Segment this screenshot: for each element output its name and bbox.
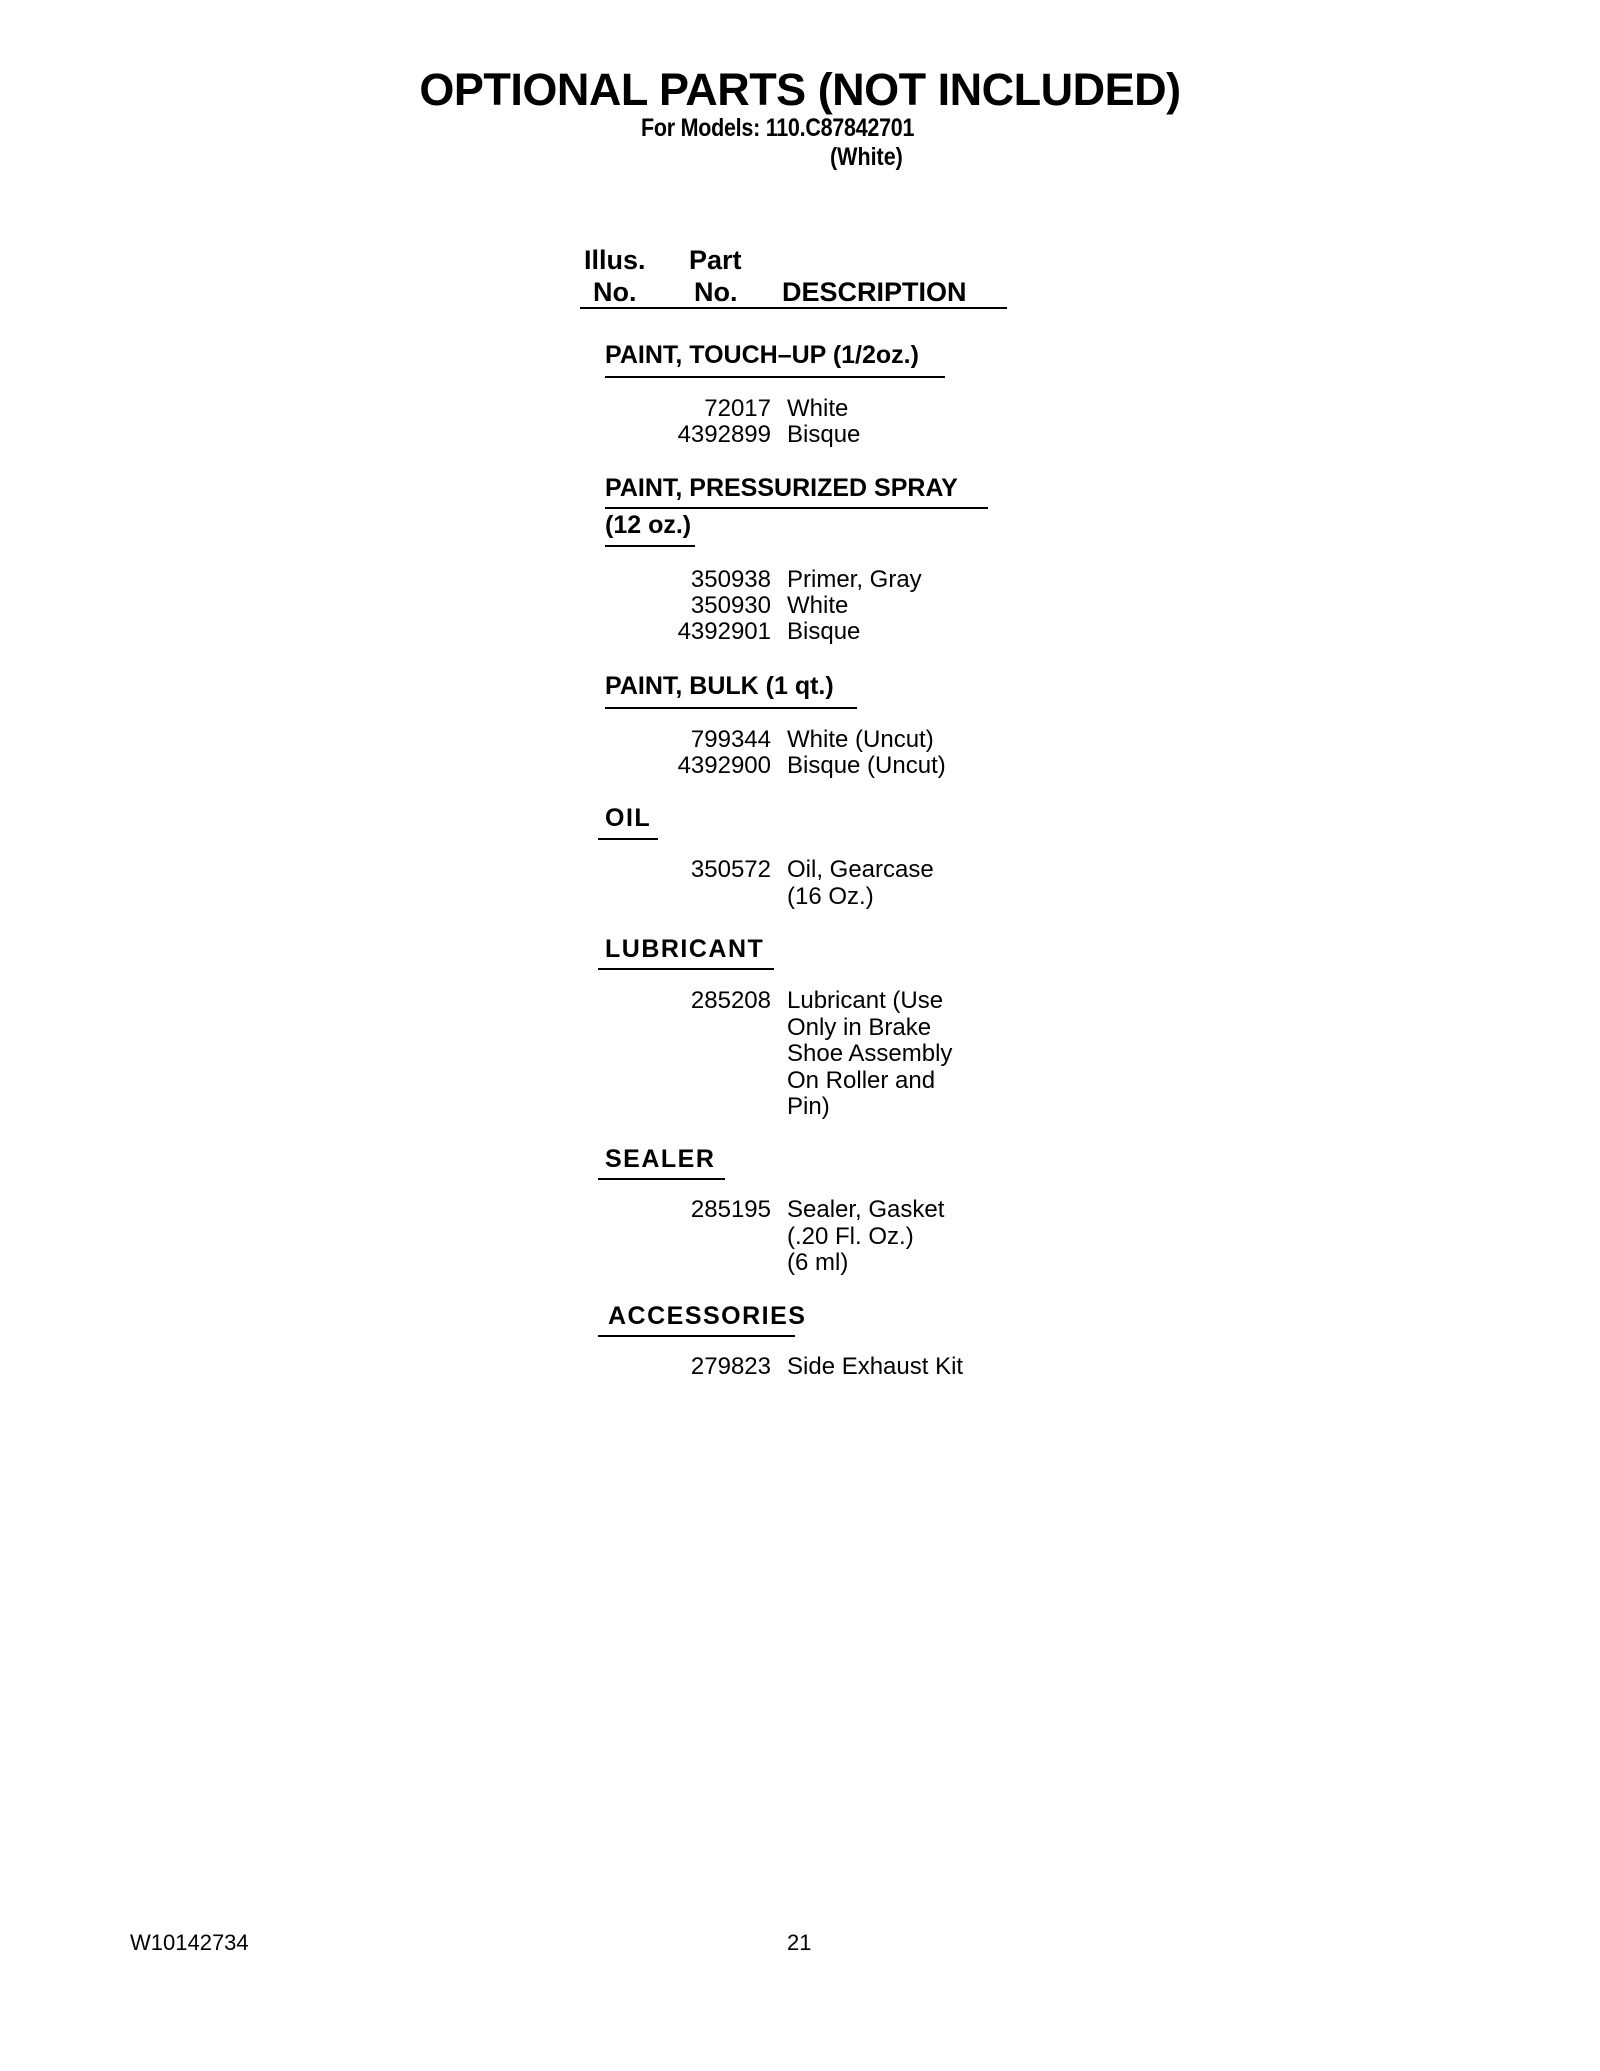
document-number: W10142734 [130,1930,249,1955]
part-number: 350572 [690,856,771,883]
column-header-description: DESCRIPTION [782,277,967,307]
section-heading-lubricant: LUBRICANT [605,935,765,963]
section-heading-pressurized-spray: PAINT, PRESSURIZED SPRAY [605,474,958,502]
column-header-illus-no: No. [593,277,637,307]
section-rule [605,707,857,709]
part-description: Sealer, Gasket (.20 Fl. Oz.) (6 ml) [787,1196,945,1276]
part-description: Oil, Gearcase (16 Oz.) [787,856,934,910]
section-heading-accessories: ACCESSORIES [608,1302,807,1330]
header-rule [580,307,1007,309]
part-description: White [787,395,849,422]
part-number: 4392901 [677,618,771,645]
column-header-illus: Illus. [584,245,646,275]
part-description: Bisque [787,421,861,448]
part-description: Side Exhaust Kit [787,1353,964,1380]
part-number: 350938 [690,566,771,593]
section-rule [598,1335,795,1337]
section-heading-pressurized-spray-size: (12 oz.) [605,511,692,539]
part-number: 799344 [690,726,771,753]
part-description: White (Uncut) [787,726,934,753]
section-rule [605,507,988,509]
column-header-part: Part [689,245,742,275]
section-heading-oil: OIL [605,804,652,832]
section-rule [605,376,945,378]
part-number: 285208 [690,987,771,1014]
part-number: 4392900 [677,752,771,779]
section-rule [598,968,774,970]
section-rule [598,838,658,840]
section-heading-sealer: SEALER [605,1145,716,1173]
section-rule [605,545,695,547]
section-heading-paint-bulk: PAINT, BULK (1 qt.) [605,672,834,700]
part-number: 72017 [704,395,771,422]
section-heading-paint-touchup: PAINT, TOUCH–UP (1/2oz.) [605,341,919,369]
part-description: Lubricant (Use Only in Brake Shoe Assembly On Roller and Pin) [787,987,953,1120]
models-line: For Models: 110.C87842701 [641,114,915,142]
model-color: (White) [830,143,903,171]
column-header-part-no: No. [694,277,738,307]
part-number: 285195 [690,1196,771,1223]
page-number: 21 [787,1930,812,1955]
page-title: OPTIONAL PARTS (NOT INCLUDED) [419,64,1181,115]
part-description: White [787,592,849,619]
part-number: 279823 [690,1353,771,1380]
section-rule [598,1178,725,1180]
part-number: 4392899 [677,421,771,448]
part-number: 350930 [690,592,771,619]
part-description: Primer, Gray [787,566,922,593]
part-description: Bisque [787,618,861,645]
part-description: Bisque (Uncut) [787,752,946,779]
